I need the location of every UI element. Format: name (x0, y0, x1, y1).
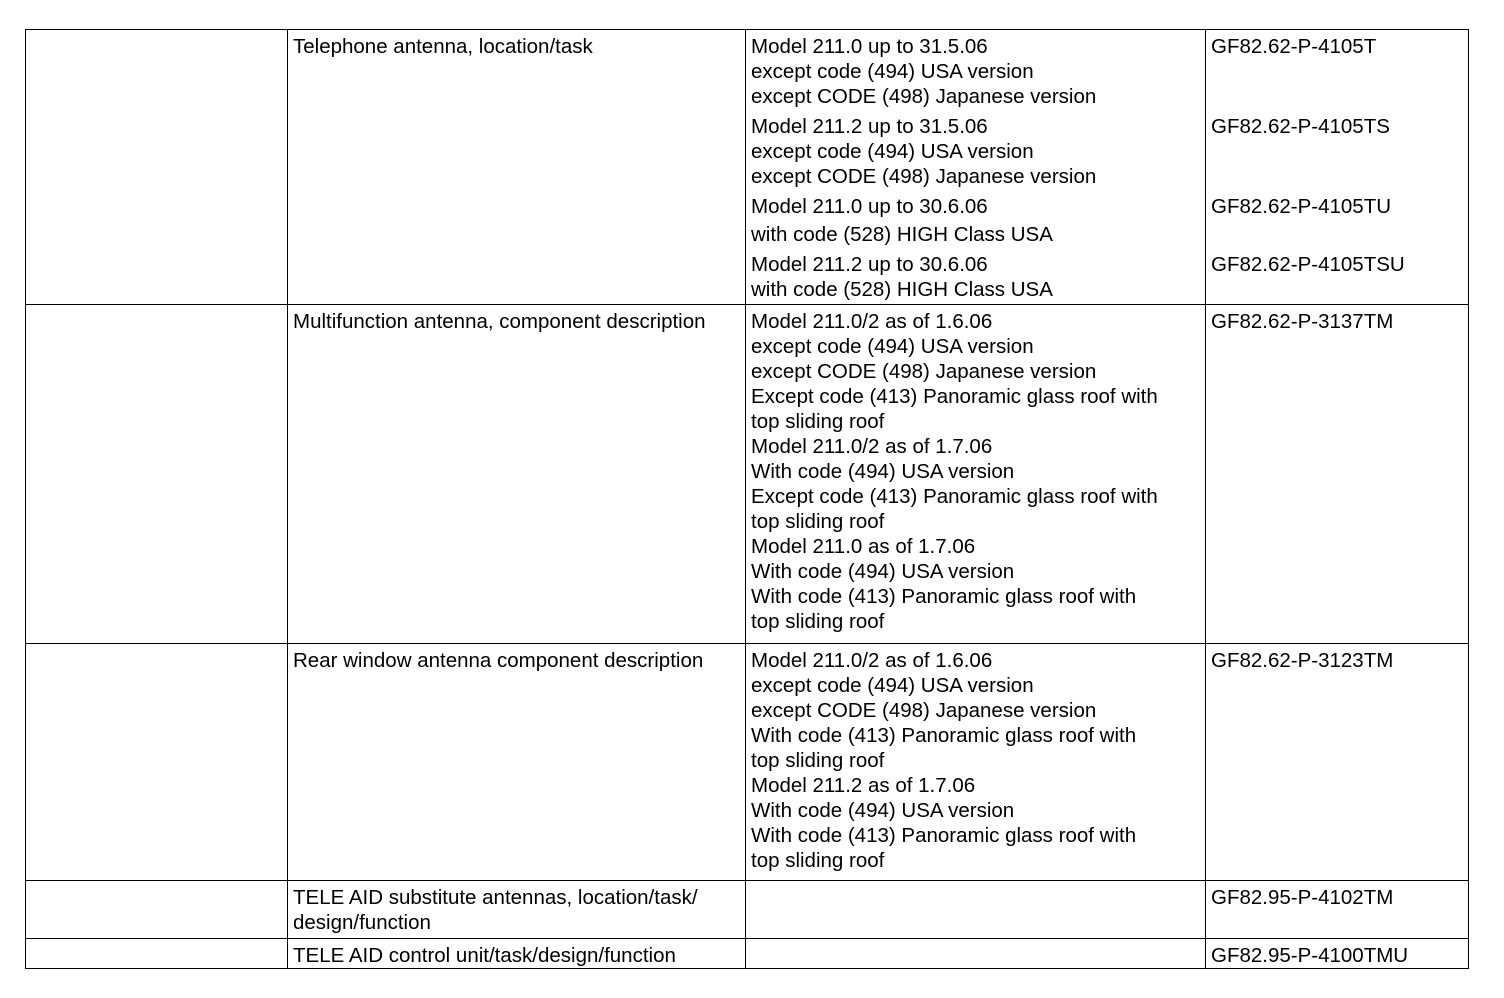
applicability-line: except CODE (498) Japanese version (751, 85, 1097, 108)
applicability-line: with code (528) HIGH Class USA (751, 223, 1053, 246)
component-title-cell (288, 30, 746, 305)
applicability-line: With code (413) Panoramic glass roof with (751, 585, 1137, 608)
document-code-cell (1206, 644, 1469, 881)
applicability-cell (746, 881, 1206, 939)
applicability-line: top sliding roof (751, 410, 885, 433)
document-code-cell (1206, 30, 1469, 305)
table-row (26, 939, 1469, 969)
applicability-line: Model 211.2 up to 31.5.06 (751, 115, 988, 138)
applicability-line: Except code (413) Panoramic glass roof with (751, 485, 1158, 508)
empty-cell (26, 881, 288, 939)
document-code-cell (1206, 939, 1469, 969)
component-title-cell (288, 644, 746, 881)
document-code-cell (1206, 305, 1469, 644)
applicability-line: top sliding roof (751, 749, 885, 772)
reference-table (25, 29, 1469, 969)
applicability-line: With code (413) Panoramic glass roof with (751, 724, 1137, 747)
applicability-line: With code (494) USA version (751, 460, 1015, 483)
applicability-cell (746, 939, 1206, 969)
applicability-line: except CODE (498) Japanese version (751, 360, 1097, 383)
applicability-line: except CODE (498) Japanese version (751, 165, 1097, 188)
applicability-line: With code (494) USA version (751, 560, 1015, 583)
empty-cell (26, 305, 288, 644)
table-row (26, 644, 1469, 881)
document-code: GF82.62-P-3123TM (1211, 649, 1394, 672)
applicability-line: With code (413) Panoramic glass roof with (751, 824, 1137, 847)
applicability-line: Except code (413) Panoramic glass roof with (751, 385, 1158, 408)
empty-cell (26, 644, 288, 881)
component-title: Multifunction antenna, component description (293, 310, 706, 333)
component-title: TELE AID substitute antennas, location/task/ (293, 886, 698, 909)
applicability-line: Model 211.2 up to 30.6.06 (751, 253, 988, 276)
document-code: GF82.62-P-4105T (1211, 35, 1377, 58)
table-row (26, 30, 1469, 305)
applicability-line: top sliding roof (751, 510, 885, 533)
component-title-cell (288, 881, 746, 939)
empty-cell (26, 30, 288, 305)
document-code: GF82.95-P-4102TM (1211, 886, 1394, 909)
component-title: Telephone antenna, location/task (293, 35, 593, 58)
empty-cell (26, 939, 288, 969)
applicability-line: top sliding roof (751, 849, 885, 872)
applicability-line: Model 211.0/2 as of 1.6.06 (751, 649, 993, 672)
applicability-line: With code (494) USA version (751, 799, 1015, 822)
document-code: GF82.95-P-4100TMU (1211, 944, 1409, 967)
applicability-line: except CODE (498) Japanese version (751, 699, 1097, 722)
component-title-cell (288, 305, 746, 644)
applicability-line: except code (494) USA version (751, 335, 1034, 358)
component-title-cell (288, 939, 746, 969)
applicability-line: Model 211.0 up to 31.5.06 (751, 35, 988, 58)
applicability-line: except code (494) USA version (751, 674, 1034, 697)
table-row (26, 881, 1469, 939)
document-code-cell (1206, 881, 1469, 939)
applicability-line: except code (494) USA version (751, 140, 1034, 163)
component-title: design/function (293, 911, 431, 934)
table-row (26, 305, 1469, 644)
applicability-entry (751, 114, 1200, 194)
applicability-line: Model 211.0 as of 1.7.06 (751, 535, 976, 558)
applicability-entry (751, 252, 1200, 302)
document-code: GF82.62-P-4105TSU (1211, 253, 1405, 276)
applicability-cell (746, 30, 1206, 305)
applicability-line: Model 211.0/2 as of 1.6.06 (751, 310, 993, 333)
applicability-line: Model 211.2 as of 1.7.06 (751, 774, 976, 797)
applicability-line: top sliding roof (751, 610, 885, 633)
applicability-line: Model 211.0 up to 30.6.06 (751, 195, 988, 218)
applicability-line: except code (494) USA version (751, 60, 1034, 83)
applicability-cell (746, 305, 1206, 644)
component-title: TELE AID control unit/task/design/function (293, 944, 676, 967)
component-title: Rear window antenna component description (293, 649, 704, 672)
applicability-entry (751, 34, 1200, 114)
document-code: GF82.62-P-3137TM (1211, 310, 1394, 333)
applicability-line: with code (528) HIGH Class USA (751, 278, 1053, 301)
document-code: GF82.62-P-4105TS (1211, 115, 1390, 138)
applicability-line: Model 211.0/2 as of 1.7.06 (751, 435, 993, 458)
applicability-cell (746, 644, 1206, 881)
document-code: GF82.62-P-4105TU (1211, 195, 1392, 218)
applicability-entry (751, 194, 1200, 252)
